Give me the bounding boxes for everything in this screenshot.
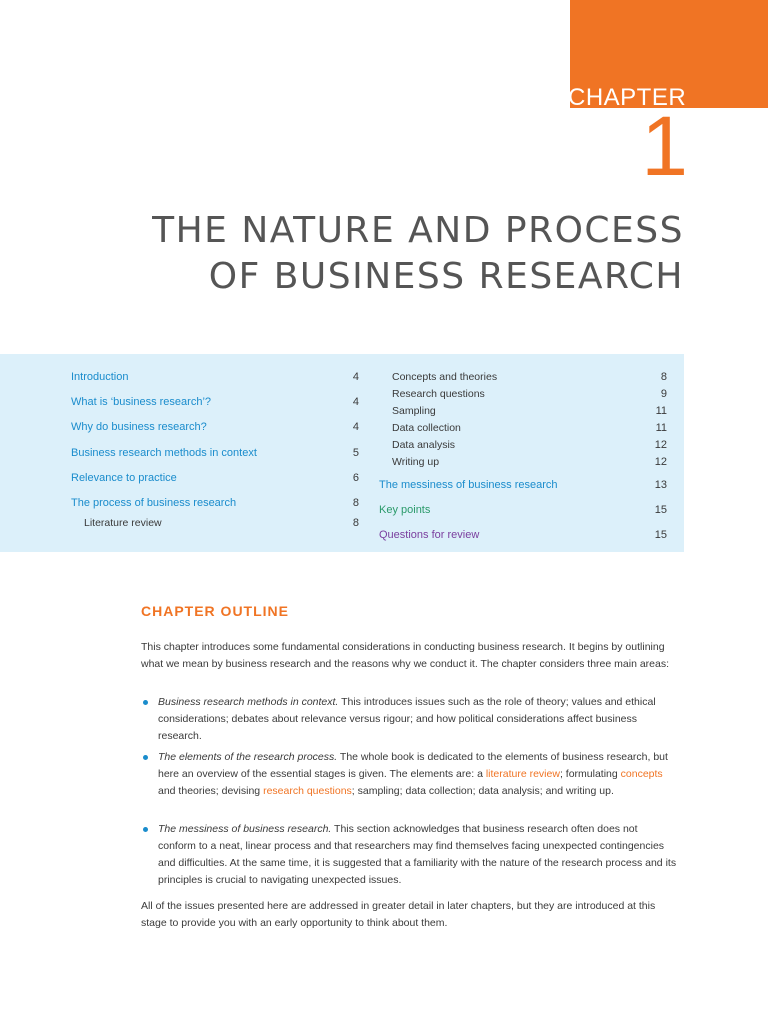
toc-entry-label: Questions for review	[379, 529, 480, 541]
toc-entry-page: 6	[352, 472, 359, 484]
chapter-label: CHAPTER	[568, 86, 687, 110]
toc-entry-label: The process of business research	[71, 497, 237, 509]
toc-entry-page: 13	[654, 479, 667, 491]
toc-entry-label: Relevance to practice	[71, 472, 177, 484]
bullet-2-body: The whole book is dedicated to the elements of business research, but here an overview of the essential stages is given. The elements are: a	[158, 751, 668, 780]
toc-entry-page: 4	[352, 421, 359, 433]
toc-entry-label: The messiness of business research	[379, 479, 558, 491]
bullet-2-body: ; formulating	[559, 768, 621, 780]
bullet-1-body: This introduces issues such as the role of theory; values and ethical considerations; debates about relevance versus rigour; and how political considerations affect business research.	[158, 696, 656, 742]
toc-entry-label: Data analysis	[392, 439, 456, 451]
bullet-icon	[143, 755, 148, 760]
toc-entry-page: 8	[660, 371, 667, 383]
bullet-2-title: The elements of the research process.	[158, 751, 338, 763]
outline-intro-paragraph: This chapter introduces some fundamental considerations in conducting business research. It begins by outlining what we mean by business research and the reasons why we conduct it. The chapter considers three main areas:	[141, 641, 670, 670]
toc-entry-label: Key points	[379, 504, 431, 516]
toc-entry-page: 15	[654, 504, 667, 516]
outline-bullet-1	[141, 694, 677, 745]
toc-entry-page: 9	[660, 388, 667, 400]
outline-bullet-3	[141, 821, 677, 889]
keyword-link-concepts[interactable]: concepts	[620, 768, 663, 780]
bullet-3-body: This section acknowledges that business research often does not conform to a neat, linear process and that researchers may find themselves facing unexpected contingencies and difficulties. At the same time, it is suggested that a familiarity with the nature of the research process and its principles is crucial to navigating unexpected issues.	[158, 823, 677, 886]
toc-entry-label: Writing up	[392, 456, 440, 468]
toc-entry-label: Why do business research?	[71, 421, 207, 433]
outline-bullet-2	[141, 749, 677, 800]
chapter-outline-heading: CHAPTER OUTLINE	[141, 603, 289, 619]
toc-entry-label: Research questions	[392, 388, 485, 400]
bullet-2-body: ; sampling; data collection; data analysis; and writing up.	[351, 785, 614, 797]
toc-entry-page: 12	[654, 439, 667, 451]
chapter-title-line-2: OF BUSINESS RESEARCH	[208, 256, 684, 297]
keyword-link-literature-review[interactable]: literature review	[485, 768, 560, 780]
outline-closing-paragraph: All of the issues presented here are addressed in greater detail in later chapters, but they are introduced at this stage to provide you with an early opportunity to think about them.	[141, 900, 656, 929]
toc-entry-label: Introduction	[71, 371, 129, 383]
bullet-2-text	[158, 749, 677, 800]
toc-entry-page: 11	[655, 405, 667, 417]
table-of-contents	[0, 354, 684, 552]
chapter-title-line-1: THE NATURE AND PROCESS	[152, 210, 684, 251]
toc-entry-page: 8	[352, 497, 359, 509]
toc-entry-label: Literature review	[84, 517, 162, 529]
toc-entry-page: 8	[352, 517, 359, 529]
toc-entry-page: 15	[654, 529, 667, 541]
toc-entry-page: 5	[352, 447, 359, 459]
bullet-2-body: and theories; devising	[158, 785, 264, 797]
chapter-number: 1	[641, 99, 688, 193]
toc-entry-page: 12	[654, 456, 667, 468]
toc-entry-page: 4	[352, 396, 359, 408]
keyword-link-research-questions[interactable]: research questions	[263, 785, 352, 797]
bullet-3-text	[158, 821, 677, 889]
chapter-title	[84, 208, 684, 300]
toc-entry-label: Data collection	[392, 422, 461, 434]
bullet-3-title: The messiness of business research.	[158, 823, 332, 835]
toc-entry-page: 4	[352, 371, 359, 383]
toc-entry-label: Sampling	[392, 405, 436, 417]
toc-entry-label: Concepts and theories	[392, 371, 498, 383]
bullet-icon	[143, 827, 148, 832]
bullet-1-text	[158, 694, 677, 745]
bullet-1-title: Business research methods in context.	[158, 696, 339, 708]
bullet-icon	[143, 700, 148, 705]
toc-entry-label: What is ‘business research’?	[71, 396, 212, 408]
toc-entry-label: Business research methods in context	[71, 447, 257, 459]
toc-entry-page: 11	[655, 422, 667, 434]
